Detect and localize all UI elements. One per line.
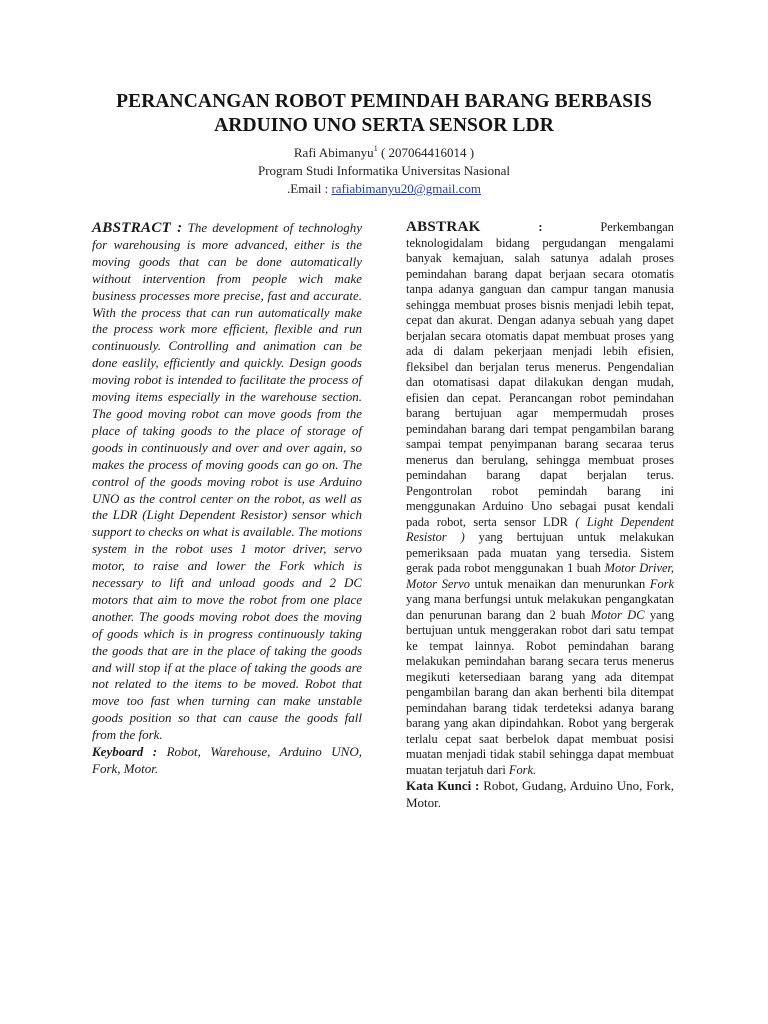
- author-student-id: ( 207064416014 ): [377, 145, 475, 160]
- author-affiliation: Program Studi Informatika Universitas Nasional: [257, 163, 510, 178]
- abstrak-text-4: yang mana berfungsi untuk melakukan pengangkatan dan penurunan barang dan 2 buah: [406, 592, 674, 622]
- abstrak-motor-dc-term: Motor DC: [590, 607, 645, 622]
- author-affiliation-mark: 1: [373, 143, 378, 153]
- kata-kunci-label: Kata Kunci :: [406, 778, 480, 793]
- abstract-heading: ABSTRACT :: [92, 220, 183, 236]
- abstrak-fork-term: Fork: [649, 576, 674, 591]
- kata-kunci-text: Robot, Gudang, Arduino Uno, Fork, Motor.: [406, 778, 674, 810]
- abstract-text: The development of technologhy for warehousing is more advanced, either is the moving goods that can be done automatically without intervention from people wich make business processes more precise, fast and accurate. With the process that can run automatically make the process work more efficient, flexible and run continuously. Controlling and animation can be done easlily, efficiently and quickly. Design goods moving robot is intended to facilitate the process of moving items especially in the warehouse section. The good moving robot can move goods from the place of taking goods to the place of storage of goods in continuously and over and over again, so makes the process of moving goods can go on. The control of the goods moving robot is use Arduino UNO as the control center on the robot, as well as the LDR (Light Dependent Resistor) sensor which support to checks on what is available. The motions system in the robot uses 1 motor driver, servo motor, to raise and lower the Fork which is necessary to lift and unload goods and 2 DC motors that aim to move the robot from one place another. The goods moving robot does the moving of goods which is in progress continuously taking the goods that are in the place of taking the goods and will stop if at the place of taking the goods are not related to the items to be moved. Robot that move too fast when turning can make unstable goods position so that can cause the goods fall from the fork.: [92, 220, 363, 743]
- abstrak-text-2: yang bertujuan untuk melakukan pemeriksaan pada muatan yang tersedia. Sistem gerak pada robot menggunakan 1 buah: [406, 530, 674, 575]
- keywords-text: Robot, Warehouse, Arduino UNO, Fork, Motor.: [92, 744, 362, 776]
- author-name: Rafi Abimanyu: [293, 145, 374, 160]
- email-link[interactable]: rafiabimanyu20@gmail.com: [331, 181, 481, 196]
- title-line-1: PERANCANGAN ROBOT PEMINDAH BARANG BERBASIS: [116, 91, 652, 112]
- email-label: .Email :: [287, 181, 332, 196]
- author-line: [60, 144, 708, 162]
- abstrak-motor-driver-term: Motor Driver, Motor Servo: [406, 561, 674, 591]
- title-line-2: ARDUINO UNO SERTA SENSOR LDR: [214, 115, 554, 136]
- author-block: [60, 144, 708, 198]
- abstrak-fork-term-2: Fork.: [508, 762, 537, 777]
- abstract-indonesian: [406, 220, 674, 811]
- abstract-english: [92, 220, 362, 778]
- abstrak-body: [406, 220, 674, 778]
- abstrak-colon: :: [480, 220, 601, 234]
- abstrak-heading: ABSTRAK: [406, 219, 481, 235]
- abstrak-ldr-term: ( Light Dependent Resistor ): [406, 514, 674, 544]
- keywords-label: Keyboard :: [92, 744, 158, 760]
- keywords-english: [92, 744, 362, 778]
- paper-title: [60, 90, 708, 138]
- abstrak-text-5: yang bertujuan untuk menggerakan robot dari satu tempat ke tempat lainnya. Robot pemindahan barang melakukan pemindahan barang secara terus menerus megikuti ketersediaan barang yang ada ditempat pengambilan barang dan akan berhenti bila ditempat pemindahan barang tidak terdeteksi adanya barang barang yang akan dipindahkan. Robot yang bergerak terlalu cepat saat berbelok dapat membuat posisi muatan menjadi tidak stabil sehingga dapat membuat muatan terjatuh dari: [406, 607, 675, 777]
- abstrak-text-1: Perkembangan teknologidalam bidang pergudangan mengalami banyak kemajuan, salah satunya adalah proses pemindahan barang dapat berjaan secara otomatis tanpa adanya ganguan dan campur tangan manusia sehingga membuat proses bisnis menjadi lebih tepat, cepat dan akurat. Dengan adanya sebuah yang dapet berjalan secara otomatis dapat membuat proses yang ada di dalam pekerjaan menjadi lebih efisien, fleksibel dan berjalan terus menerus. Pengendalian dan otomatisasi dapat dilakukan dengan mudah, efisien dan cepat. Perancangan robot pemindahan barang bertujuan agar mempermudah proses pemindahan barang dari tempat pengambilan barang sampai tempat penyimpanan barang secaraa terus menerus dan berulang, sehingga membuat proses pemindahan barang dapat berjalan terus. Pengontrolan robot pemindah barang ini menggunakan Arduino Uno sebagai pusat kendali pada robot, serta sensor LDR: [406, 220, 674, 529]
- keywords-indonesian: [406, 778, 674, 811]
- abstract-english-body: [92, 220, 362, 744]
- email-line: [60, 180, 708, 198]
- abstrak-text-3: untuk menaikan dan menurunkan: [469, 576, 650, 591]
